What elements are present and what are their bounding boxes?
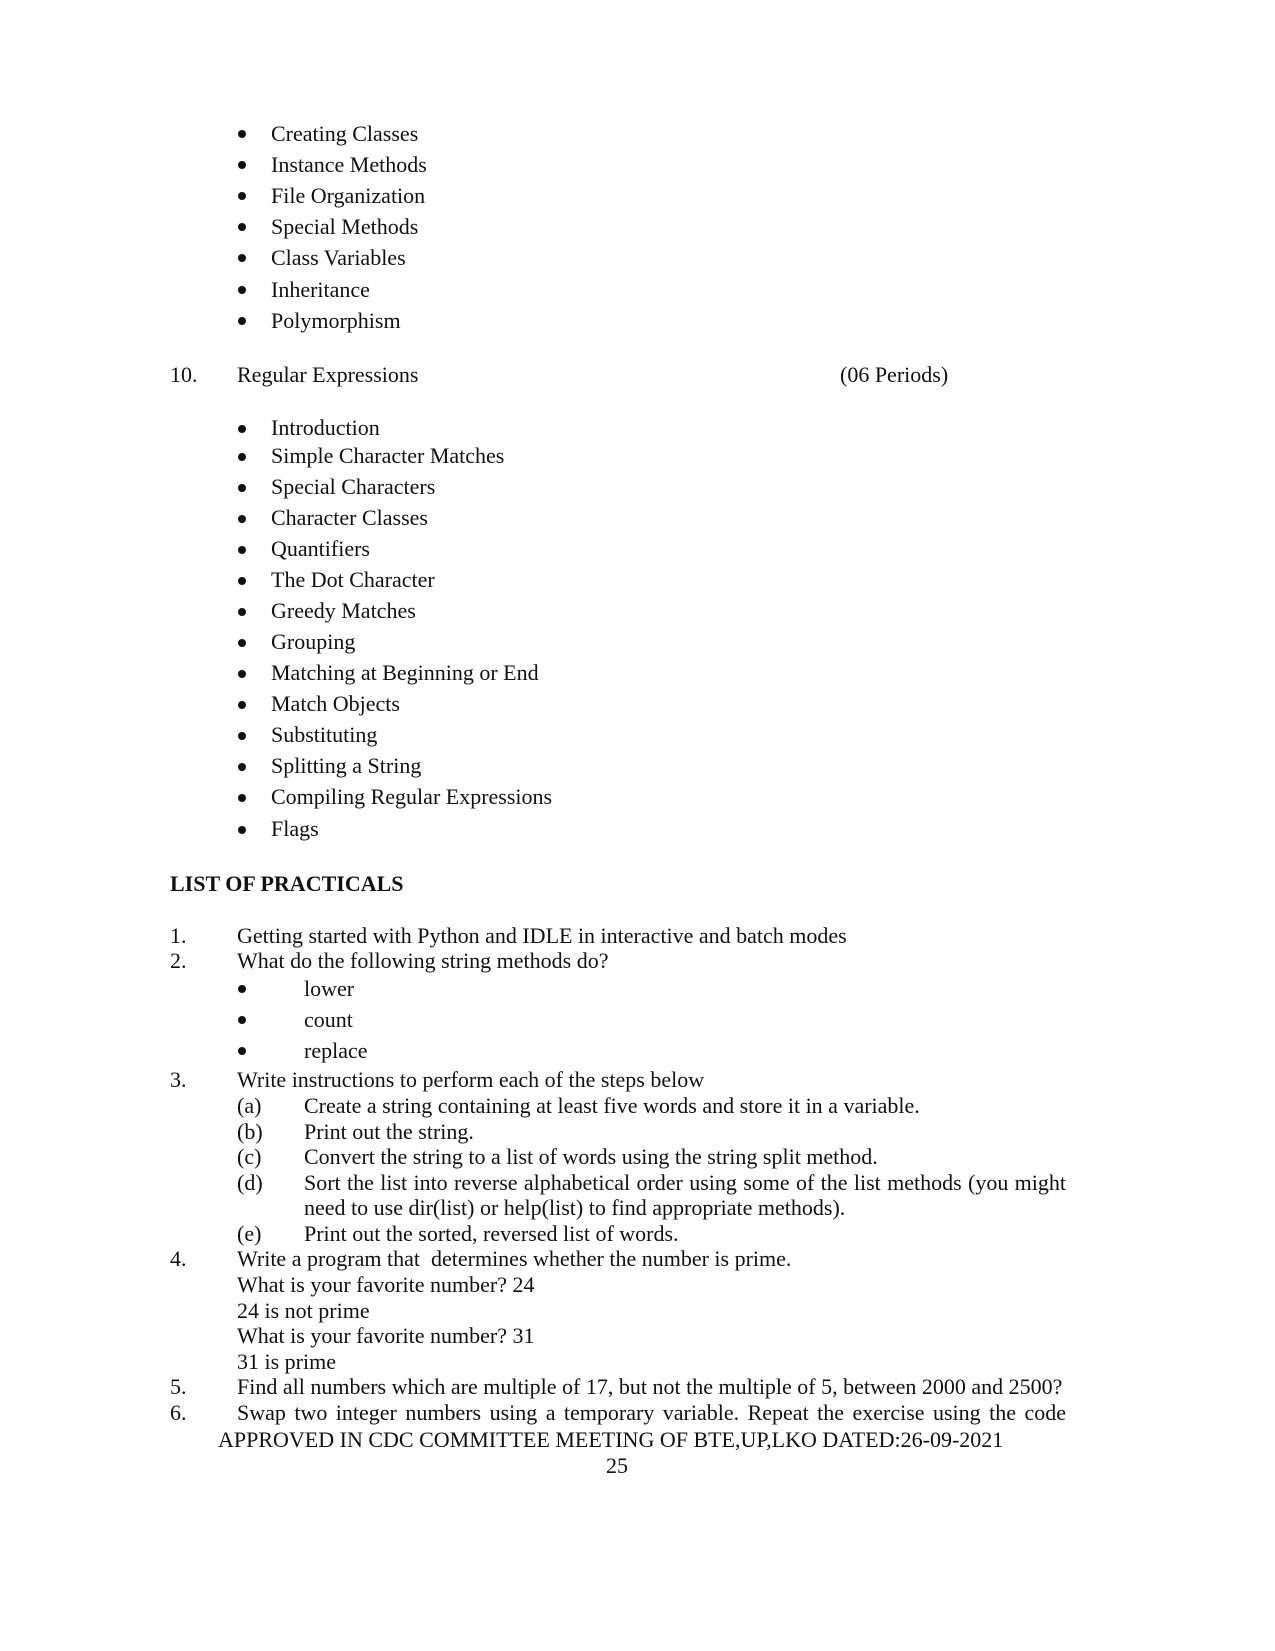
bullet-icon <box>238 223 246 231</box>
list-item: Special Methods <box>271 214 419 239</box>
unit10-title: Regular Expressions <box>237 362 419 387</box>
list-item: The Dot Character <box>271 567 435 592</box>
step-label: (c) <box>237 1144 262 1169</box>
practical-text: Find all numbers which are multiple of 17, but not the multiple of 5, between 2000 and 2500? <box>237 1374 1063 1399</box>
sample-output-line: What is your favorite number? 24 <box>237 1272 535 1297</box>
bullet-icon <box>238 985 246 993</box>
bullet-icon <box>238 763 246 771</box>
bullet-icon <box>238 546 246 554</box>
page-number: 25 <box>606 1453 628 1478</box>
step-text: Print out the string. <box>304 1119 474 1144</box>
bullet-icon <box>238 317 246 325</box>
list-item: Introduction <box>271 415 380 440</box>
practical-text: Write a program that determines whether the number is prime. <box>237 1246 792 1271</box>
bullet-icon <box>238 670 246 678</box>
list-item: lower <box>304 976 355 1001</box>
practical-text: Swap two integer numbers using a temporary variable. Repeat the exercise using the code <box>237 1400 1066 1425</box>
list-item: Instance Methods <box>271 152 427 177</box>
bullet-icon <box>238 732 246 740</box>
step-text: Create a string containing at least five words and store it in a variable. <box>304 1093 920 1118</box>
list-item: Creating Classes <box>271 121 419 146</box>
list-item: Character Classes <box>271 505 428 530</box>
bullet-icon <box>238 1016 246 1024</box>
practical-text: Getting started with Python and IDLE in interactive and batch modes <box>237 923 847 948</box>
practical-number: 1. <box>170 923 187 948</box>
bullet-icon <box>238 639 246 647</box>
list-item: Simple Character Matches <box>271 443 505 468</box>
list-item: Special Characters <box>271 474 436 499</box>
practical-text: Write instructions to perform each of the steps below <box>237 1067 705 1092</box>
list-item: Substituting <box>271 722 378 747</box>
unit10-periods: (06 Periods) <box>840 362 949 387</box>
list-item: Match Objects <box>271 691 400 716</box>
step-text: Convert the string to a list of words using the string split method. <box>304 1144 878 1169</box>
unit10-number: 10. <box>170 362 198 387</box>
bullet-icon <box>238 608 246 616</box>
list-item: Class Variables <box>271 245 406 270</box>
bullet-icon <box>238 826 246 834</box>
practical-number: 6. <box>170 1400 187 1425</box>
bullet-icon <box>238 453 246 461</box>
bullet-icon <box>238 701 246 709</box>
bullet-icon <box>238 484 246 492</box>
step-text: Print out the sorted, reversed list of words. <box>304 1221 679 1246</box>
sample-output-line: What is your favorite number? 31 <box>237 1323 535 1348</box>
bullet-icon <box>238 286 246 294</box>
step-label: (d) <box>237 1170 263 1195</box>
step-text-continued: need to use dir(list) or help(list) to find appropriate methods). <box>304 1195 846 1220</box>
list-item: Compiling Regular Expressions <box>271 784 553 809</box>
list-item: Polymorphism <box>271 308 401 333</box>
list-item: replace <box>304 1038 368 1063</box>
practical-number: 2. <box>170 948 187 973</box>
sample-output-line: 24 is not prime <box>237 1298 370 1323</box>
bullet-icon <box>238 425 246 433</box>
list-item: count <box>304 1007 353 1032</box>
list-item: File Organization <box>271 183 426 208</box>
list-item: Splitting a String <box>271 753 422 778</box>
list-item: Matching at Beginning or End <box>271 660 539 685</box>
bullet-icon <box>238 130 246 138</box>
list-item: Grouping <box>271 629 356 654</box>
practical-number: 5. <box>170 1374 187 1399</box>
practical-number: 4. <box>170 1246 187 1271</box>
step-label: (b) <box>237 1119 263 1144</box>
practical-text: What do the following string methods do? <box>237 948 609 973</box>
bullet-icon <box>238 254 246 262</box>
bullet-icon <box>238 192 246 200</box>
bullet-icon <box>238 515 246 523</box>
approval-footer: APPROVED IN CDC COMMITTEE MEETING OF BTE,UP,LKO DATED:26-09-2021 <box>218 1427 1004 1452</box>
practicals-heading: LIST OF PRACTICALS <box>170 871 404 896</box>
sample-output-line: 31 is prime <box>237 1349 336 1374</box>
bullet-icon <box>238 577 246 585</box>
practical-number: 3. <box>170 1067 187 1092</box>
step-text: Sort the list into reverse alphabetical order using some of the list methods (you might <box>304 1170 1066 1195</box>
bullet-icon <box>238 794 246 802</box>
bullet-icon <box>238 161 246 169</box>
list-item: Quantifiers <box>271 536 370 561</box>
list-item: Inheritance <box>271 277 370 302</box>
step-label: (e) <box>237 1221 262 1246</box>
bullet-icon <box>238 1047 246 1055</box>
list-item: Flags <box>271 816 319 841</box>
list-item: Greedy Matches <box>271 598 416 623</box>
step-label: (a) <box>237 1093 262 1118</box>
